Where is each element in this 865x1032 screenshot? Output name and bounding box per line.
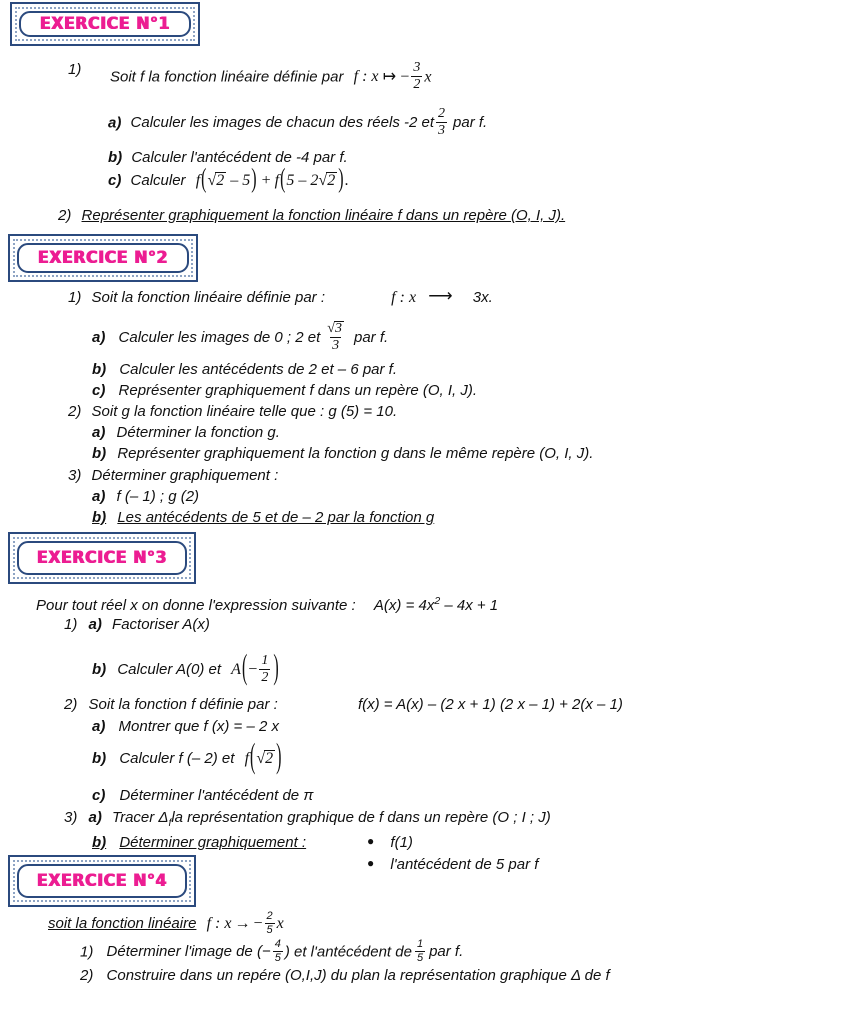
fraction-numerator: 2 <box>438 106 446 121</box>
ex1-q2 <box>58 208 565 223</box>
ex2-item-c <box>92 383 477 398</box>
exercise-3-title: EXERCICE N°3 <box>36 547 168 568</box>
ex3-q1-item-a-text: Factoriser A(x) <box>112 616 210 633</box>
ex2-q2-item-b-text: Représenter graphiquement la fonction g dans le même repère (O, I, J). <box>117 445 594 462</box>
ex3-q2-item-b <box>92 738 282 776</box>
ex4-intro-text: soit la fonction linéaire <box>48 915 197 933</box>
ex1-item-a <box>108 108 487 139</box>
fraction-numerator: 4 <box>274 938 281 950</box>
fraction-denominator: 3 <box>332 338 340 353</box>
ex2-q2-text: Soit g la fonction linéaire telle que : g (5) = 10. <box>91 403 398 420</box>
ex1-q2-number: 2) <box>58 207 72 224</box>
ex3-q1-number: 1) <box>64 616 78 633</box>
ex2-q1-math-prefix: f : x <box>391 289 417 306</box>
fraction-numerator: 2 <box>266 910 273 922</box>
bullet-icon: ● <box>367 856 375 870</box>
ex4-q1-fraction-1 <box>273 939 283 964</box>
fraction-numerator: 3 <box>413 60 421 75</box>
badge-inner-frame <box>19 11 191 37</box>
exercise-4-badge <box>8 855 196 907</box>
ex4-q2-text: Construire dans un repére (O,I,J) du plan la représentation graphique Δ de f <box>106 967 610 984</box>
ex3-q1-item-b <box>92 649 280 687</box>
ex3-intro <box>36 596 498 613</box>
fraction-denominator: 5 <box>266 924 273 936</box>
exercise-1-title: EXERCICE N°1 <box>39 13 171 34</box>
ex3-q3-item-b <box>92 835 306 850</box>
ex1-q1-var: x <box>424 68 432 86</box>
ex2-item-a-label: a) <box>92 328 106 346</box>
ex1-item-c <box>108 164 349 194</box>
maps-to-icon: ↦ <box>382 68 397 86</box>
ex3-bullet-1-text: f(1) <box>390 834 413 851</box>
badge-dotted-frame <box>13 860 191 902</box>
ex1-q1-fraction <box>411 61 422 92</box>
ex2-item-a <box>92 322 388 354</box>
ex3-intro-math: $A(x) = 4x^2 - 4x + 1$ <box>373 595 499 614</box>
ex2-q3-number: 3) <box>68 467 82 484</box>
fraction-denominator: 3 <box>438 123 446 138</box>
ex4-q1 <box>80 940 463 965</box>
ex2-q1-math-result: 3x. <box>472 289 493 306</box>
ex1-q1-text: Soit f la fonction linéaire définie par <box>110 68 344 86</box>
ex3-q3-item-a-label: a) <box>88 809 102 826</box>
ex3-q2-item-c-label: c) <box>92 787 106 804</box>
ex4-math-prefix: f : x <box>206 915 232 933</box>
fraction-denominator: 2 <box>261 670 269 685</box>
exercise-2-title: EXERCICE N°2 <box>37 247 169 268</box>
ex2-q3-item-b-text: Les antécédents de 5 et de – 2 par la fonction g <box>117 509 435 526</box>
ex4-q2-number: 2) <box>80 967 94 984</box>
ex3-q2-item-b-label: b) <box>92 750 107 767</box>
ex2-q3-item-b <box>92 510 434 525</box>
ex1-item-a-fraction <box>436 107 447 138</box>
fraction-numerator <box>325 321 346 337</box>
ex3-q2-item-c <box>92 788 313 803</box>
fraction-denominator: 5 <box>274 952 281 964</box>
ex2-q2-item-a-text: Déterminer la fonction g. <box>116 424 280 441</box>
ex3-q2-text: Soit la fonction f définie par : <box>88 696 278 713</box>
ex3-q3-item-b-label: b) <box>92 834 107 851</box>
ex3-q2-item-c-text: Déterminer l'antécédent de π <box>119 787 314 804</box>
ex2-q2-item-a-label: a) <box>92 424 106 441</box>
ex2-item-a-text-1: Calculer les images de 0 ; 2 et <box>118 328 321 346</box>
ex1-item-a-text-2: par f. <box>453 114 488 132</box>
ex3-q2-item-b-text: Calculer f (– 2) et <box>119 750 235 767</box>
exercise-3-badge <box>8 532 196 584</box>
badge-dotted-frame <box>15 7 195 41</box>
ex1-item-b <box>108 150 348 165</box>
ex2-q2-number: 2) <box>68 403 82 420</box>
bullet-icon: ● <box>367 834 375 848</box>
ex4-q2 <box>80 968 610 983</box>
sqrt-icon: √3 <box>327 321 342 336</box>
ex3-q1-item-b-label: b) <box>92 661 107 679</box>
ex3-bullet-2 <box>367 857 538 872</box>
ex1-q1-row <box>68 62 81 77</box>
ex3-intro-text: Pour tout réel x on donne l'expression suivante : <box>36 597 356 614</box>
ex2-q2 <box>68 404 397 419</box>
ex3-q2 <box>64 697 623 712</box>
ex2-q3-item-a <box>92 489 199 504</box>
ex1-item-b-text: Calculer l'antécédent de -4 par f. <box>131 149 348 166</box>
ex1-q1-text-row <box>110 62 431 93</box>
ex2-q1-number: 1) <box>68 289 82 306</box>
ex1-item-c-label: c) <box>108 172 122 189</box>
ex4-intro <box>48 912 284 937</box>
ex1-item-c-text: Calculer <box>130 172 186 189</box>
ex2-q1 <box>68 288 493 306</box>
fraction-denominator: 5 <box>416 952 424 964</box>
ex3-bullet-2-text: l'antécédent de 5 par f <box>390 856 539 873</box>
exercise-1-badge <box>10 2 200 46</box>
ex2-item-a-text-2: par f. <box>353 328 389 346</box>
badge-inner-frame <box>17 864 187 898</box>
fraction-denominator: 2 <box>413 77 421 92</box>
ex1-q1-minus: − <box>400 68 410 86</box>
ex2-q3-item-a-text: f (– 1) ; g (2) <box>116 488 200 505</box>
ex2-item-b <box>92 362 397 377</box>
ex2-q2-item-a <box>92 425 280 440</box>
ex1-q1-math-prefix: f : x <box>353 68 379 86</box>
ex3-q2-item-a-text: Montrer que f (x) = – 2 x <box>118 718 279 735</box>
ex2-item-b-text: Calculer les antécédents de 2 et – 6 par f. <box>119 361 398 378</box>
ex2-q3-item-a-label: a) <box>92 488 106 505</box>
sqrt-icon: √2 <box>207 172 225 189</box>
badge-inner-frame <box>17 243 189 273</box>
ex1-item-a-label: a) <box>108 114 122 132</box>
exercise-2-badge <box>8 234 198 282</box>
right-arrow-icon: → <box>234 915 251 933</box>
ex3-q3a-rest: la représentation graphique de f dans un repère (O ; I ; J) <box>171 809 551 826</box>
ex1-item-a-text-1: Calculer les images de chacun des réels -2 et <box>130 114 435 132</box>
ex2-item-b-label: b) <box>92 361 107 378</box>
badge-dotted-frame <box>13 537 191 579</box>
ex3-q1-item-a <box>64 617 210 632</box>
ex2-q2-item-b <box>92 446 593 461</box>
ex3-q2-math: f(x) = A(x) – (2 x + 1) (2 x – 1) + 2(x – 1) <box>357 696 623 713</box>
ex4-intro-fraction <box>265 911 275 936</box>
exercise-4-title: EXERCICE N°4 <box>36 870 168 891</box>
ex3-q2-number: 2) <box>64 696 78 713</box>
ex2-q1-text: Soit la fonction linéaire définie par : <box>91 289 325 306</box>
long-arrow-icon: ⟶ <box>428 286 451 305</box>
ex2-q3 <box>68 468 278 483</box>
badge-dotted-frame <box>13 239 193 277</box>
ex4-math-var: x <box>276 915 284 933</box>
ex4-q1-text-1: Déterminer l'image de (− <box>106 943 271 961</box>
ex3-q2-item-a <box>92 719 279 734</box>
ex3-q2-item-b-math: f(√2 ) <box>244 738 282 776</box>
ex3-q3-item-a-text <box>112 809 551 829</box>
ex1-item-b-label: b) <box>108 149 123 166</box>
ex2-q3-text: Déterminer graphiquement : <box>91 467 279 484</box>
ex4-intro-math <box>206 910 284 936</box>
ex4-q1-text-2: ) et l'antécédent de <box>284 943 412 961</box>
ex2-q3-item-b-label: b) <box>92 509 107 526</box>
ex3-q3-item-a <box>64 810 551 829</box>
ex3-q2-item-a-label: a) <box>92 718 106 735</box>
ex4-q1-number: 1) <box>80 943 94 961</box>
badge-inner-frame <box>17 541 187 575</box>
ex3-q1b-fraction <box>259 654 270 685</box>
ex4-math-minus: − <box>253 915 263 933</box>
ex3-q1-item-b-math: A(− $\frac{1}{2}$ ) <box>231 649 279 687</box>
ex1-q2-text: Représenter graphiquement la fonction linéaire f dans un repère (O, I, J). <box>81 207 566 224</box>
ex2-item-c-label: c) <box>92 382 106 399</box>
sqrt-icon: √2 <box>256 750 274 767</box>
ex2-item-a-fraction <box>325 321 346 353</box>
fraction-numerator: 1 <box>416 938 424 950</box>
delta-label: Tracer Δ <box>112 809 169 826</box>
ex1-q1-number: 1) <box>68 61 82 78</box>
ex3-q3-number: 3) <box>64 809 78 826</box>
ex3-q1-item-b-text: Calculer A(0) et <box>117 661 221 679</box>
delta-subscript: f <box>168 818 172 829</box>
ex3-q1-item-a-label: a) <box>88 616 102 633</box>
ex4-q1-text-3: par f. <box>429 943 464 961</box>
function-name-a: A <box>231 661 241 679</box>
sqrt-icon: √2 <box>318 172 336 189</box>
fraction-numerator: 1 <box>261 653 269 668</box>
ex3-q3-item-b-text: Déterminer graphiquement : <box>119 834 307 851</box>
ex3-bullet-1 <box>367 835 413 850</box>
ex2-q2-item-b-label: b) <box>92 445 107 462</box>
ex2-item-c-text: Représenter graphiquement f dans un repère (O, I, J). <box>118 382 478 399</box>
ex1-item-c-math: f(√2 – 5) + f(5 – 2√2 ). <box>195 164 349 194</box>
ex4-q1-fraction-2 <box>415 939 425 964</box>
